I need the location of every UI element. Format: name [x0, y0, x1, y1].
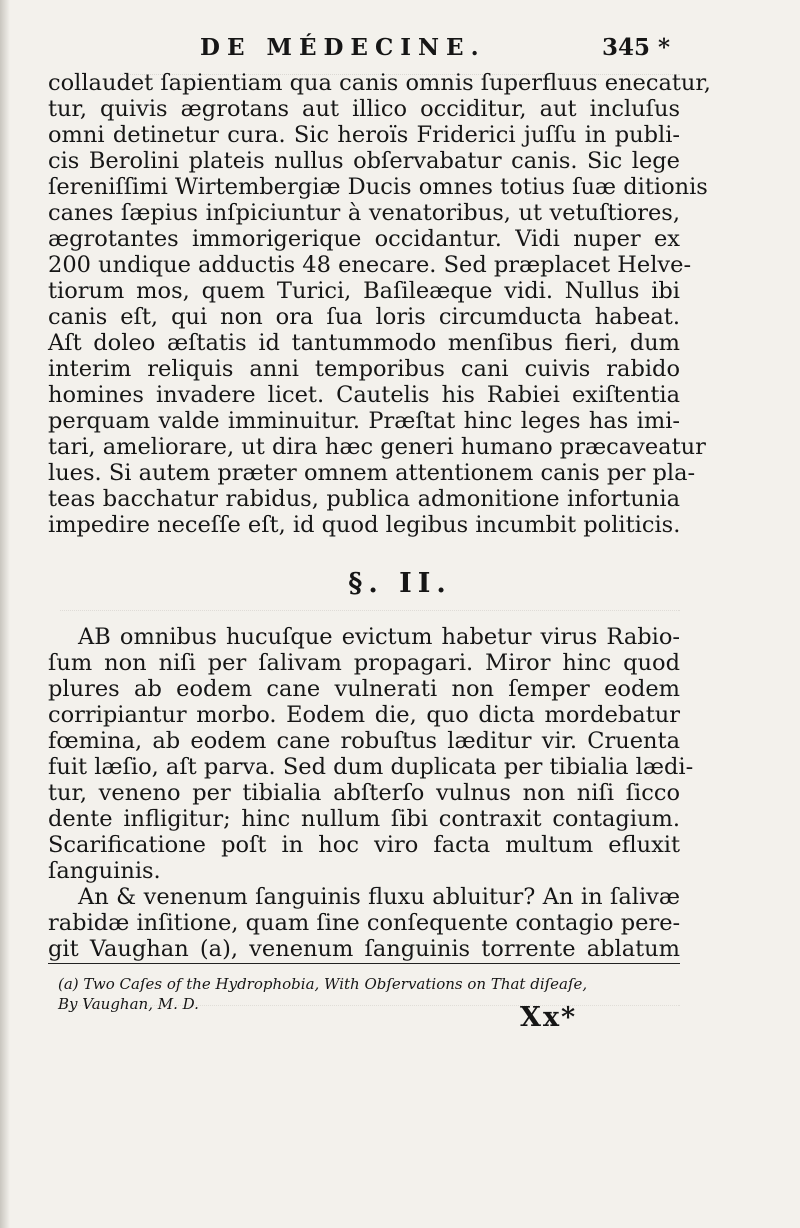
text-line: tur, quivis ægrotans aut illico occiditur, aut incluſus [48, 96, 680, 122]
text-line: lues. Si autem præter omnem attentionem canis per pla- [48, 460, 696, 486]
text-line: Aſt doleo æſtatis id tantummodo menſibus fieri, dum [48, 330, 680, 356]
text-line: 200 undique adductis 48 enecare. Sed præplacet Helve- [48, 252, 692, 278]
text-line: collaudet ſapientiam qua canis omnis ſuperfluus enecatur, [48, 70, 711, 96]
text-line: homines invadere licet. Cautelis his Rabiei exiſtentia [48, 382, 680, 408]
text-line: ſereniſſimi Wirtembergiæ Ducis omnes totius ſuæ ditionis [48, 174, 708, 200]
text-line: AB omnibus hucuſque evictum habetur virus Rabio- [78, 624, 680, 650]
text-line: git Vaughan (a), venenum ſanguinis torrente ablatum [48, 936, 680, 962]
text-line: impedire neceſſe eſt, id quod legibus incumbit politicis. [48, 512, 681, 538]
footnote-line: By Vaughan, M. D. [58, 995, 199, 1013]
text-line: fœmina, ab eodem cane robuſtus læditur vir. Cruenta [48, 728, 680, 754]
text-line: ſanguinis. [48, 858, 161, 884]
text-line: teas bacchatur rabidus, publica admonitione infortunia [48, 486, 680, 512]
text-line: Scarificatione poſt in hoc viro facta multum efluxit [48, 832, 680, 858]
text-line: canis eſt, qui non ora ſua loris circumducta habeat. [48, 304, 680, 330]
text-line: perquam valde imminuitur. Præſtat hinc leges has imi- [48, 408, 680, 434]
text-line: plures ab eodem cane vulnerati non ſemper eodem [48, 676, 680, 702]
signature-mark: Xx* [520, 1002, 578, 1033]
text-line: ſum non niſi per ſalivam propagari. Miror hinc quod [48, 650, 680, 676]
footnote-rule [48, 963, 680, 964]
section-heading: §. II. [348, 568, 452, 599]
text-line: canes ſæpius inſpiciuntur à venatoribus, ut vetuſtiores, [48, 200, 680, 226]
text-line: tiorum mos, quem Turici, Baſileæque vidi. Nullus ibi [48, 278, 680, 304]
text-line: An & venenum ſanguinis fluxu abluitur? An in ſalivæ [78, 884, 680, 910]
page-header [0, 34, 800, 68]
text-line: tur, veneno per tibialia abſterſo vulnus non niſi ſicco [48, 780, 680, 806]
text-line: dente infligitur; hinc nullum ſibi contraxit contagium. [48, 806, 680, 832]
text-line: corripiantur morbo. Eodem die, quo dicta mordebatur [48, 702, 680, 728]
text-line: ægrotantes immorigerique occidantur. Vidi nuper ex [48, 226, 680, 252]
text-line: tari, ameliorare, ut dira hæc generi humano præcaveatur [48, 434, 706, 460]
running-title: DE MÉDECINE. [200, 34, 486, 61]
text-line: omni detinetur cura. Sic heroïs Friderici juſſu in publi- [48, 122, 680, 148]
footnote-line: (a) Two Caſes of the Hydrophobia, With Obſervations on That diſeaſe, [58, 975, 588, 993]
text-line: rabidæ inſitione, quam ſine conſequente contagio pere- [48, 910, 681, 936]
text-line: fuit læſio, aſt parva. Sed dum duplicata per tibialia lædi- [48, 754, 694, 780]
page-number: 345 * [602, 34, 671, 61]
text-line: cis Berolini plateis nullus obſervabatur canis. Sic lege [48, 148, 680, 174]
text-line: interim reliquis anni temporibus cani cuivis rabido [48, 356, 680, 382]
page-edge-shadow [0, 0, 10, 1228]
